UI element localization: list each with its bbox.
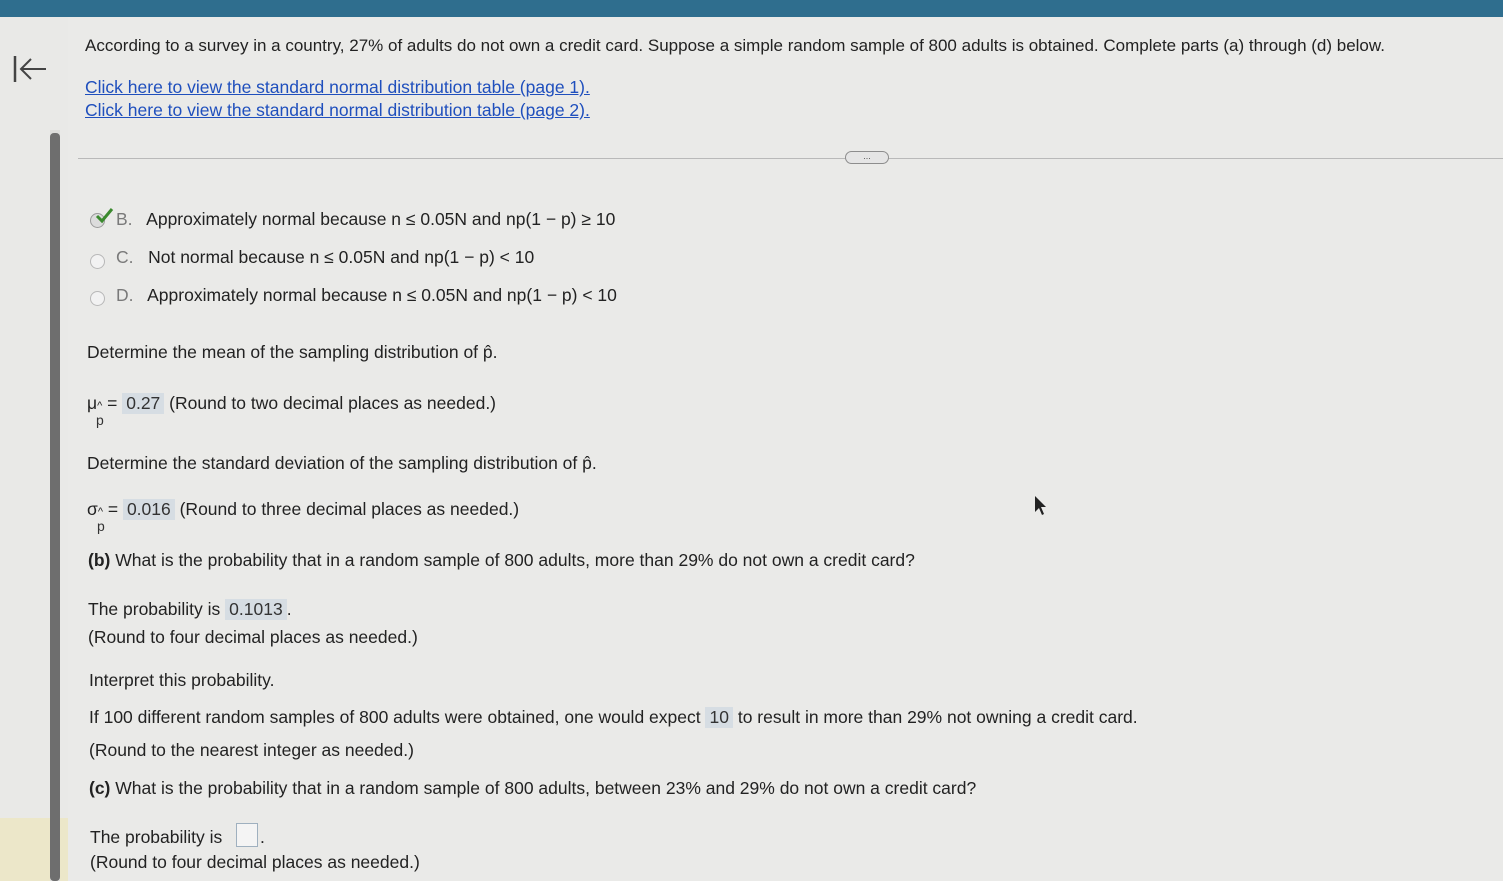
- option-b[interactable]: [116, 209, 615, 230]
- interpret-suffix: to result in more than 29% not owning a credit card.: [737, 707, 1138, 727]
- prob-b-note: (Round to four decimal places as needed.): [88, 627, 418, 647]
- section-divider: [78, 158, 1503, 159]
- part-c-text: What is the probability that in a random sample of 800 adults, between 23% and 29% do not own a credit card?: [115, 778, 977, 798]
- scrollbar-thumb[interactable]: [50, 133, 60, 881]
- option-b-text: Approximately normal because n ≤ 0.05N and np(1 − p) ≥ 10: [146, 209, 616, 229]
- part-b-question: [88, 550, 915, 571]
- prob-b-row: The probability is 0.1013 .: [88, 599, 292, 619]
- question-intro: According to a survey in a country, 27% of adults do not own a credit card. Suppose a simple random sample of 800 adults is obtained. Complete parts (a) through (d) below.: [85, 36, 1385, 55]
- prob-b-answer[interactable]: 0.1013: [225, 599, 287, 620]
- divider-handle[interactable]: ...: [845, 151, 889, 164]
- option-d[interactable]: [116, 285, 617, 306]
- option-d-letter: D.: [116, 285, 134, 305]
- prob-b-prefix: The probability is: [88, 599, 221, 619]
- mouse-pointer-icon: [1034, 495, 1048, 517]
- part-b-label: (b): [88, 550, 111, 570]
- interpret-prefix: If 100 different random samples of 800 adults were obtained, one would expect: [89, 707, 701, 727]
- sd-symbol: σ: [87, 499, 98, 519]
- mean-symbol: μ: [87, 393, 98, 413]
- prob-c-period: .: [260, 827, 265, 847]
- option-b-letter: B.: [116, 209, 133, 229]
- interpret-note: (Round to the nearest integer as needed.): [89, 740, 414, 760]
- part-c-question: [89, 778, 976, 799]
- normal-table-link-page-2[interactable]: Click here to view the standard normal distribution table (page 2).: [85, 100, 590, 120]
- option-c-radio[interactable]: [90, 254, 105, 269]
- option-c[interactable]: [116, 247, 534, 268]
- mean-note: (Round to two decimal places as needed.): [169, 393, 497, 413]
- prob-c-note: (Round to four decimal places as needed.): [90, 852, 420, 872]
- checkmark-icon: [94, 206, 114, 226]
- mean-answer-row: μ^ = 0.27 (Round to two decimal places as needed.): [87, 393, 497, 413]
- interpret-label: Interpret this probability.: [89, 670, 275, 690]
- mean-subscript: p: [96, 412, 104, 428]
- interpret-answer[interactable]: 10: [705, 707, 732, 728]
- option-c-text: Not normal because n ≤ 0.05N and np(1 − p) < 10: [148, 247, 535, 267]
- sd-note: (Round to three decimal places as needed.): [179, 499, 520, 519]
- option-d-radio[interactable]: [90, 291, 105, 306]
- part-b-text: What is the probability that in a random sample of 800 adults, more than 29% do not own a credit card?: [115, 550, 915, 570]
- sd-prompt: Determine the standard deviation of the sampling distribution of p̂.: [87, 453, 597, 473]
- top-bar: [0, 0, 1503, 17]
- option-c-letter: C.: [116, 247, 134, 267]
- sd-answer[interactable]: 0.016: [123, 499, 175, 520]
- part-c-label: (c): [89, 778, 111, 798]
- sd-answer-row: σ^ = 0.016 (Round to three decimal places as needed.): [87, 499, 520, 519]
- interpret-row: [89, 707, 1138, 728]
- mean-prompt: Determine the mean of the sampling distribution of p̂.: [87, 342, 498, 362]
- prob-c-input[interactable]: [236, 823, 258, 847]
- collapse-left-icon[interactable]: [12, 52, 48, 86]
- normal-table-link-page-1[interactable]: Click here to view the standard normal distribution table (page 1).: [85, 77, 590, 97]
- mean-answer[interactable]: 0.27: [122, 393, 164, 414]
- option-d-text: Approximately normal because n ≤ 0.05N and np(1 − p) < 10: [147, 285, 617, 305]
- prob-c-prefix: The probability is: [90, 827, 223, 847]
- sd-subscript: p: [97, 518, 105, 534]
